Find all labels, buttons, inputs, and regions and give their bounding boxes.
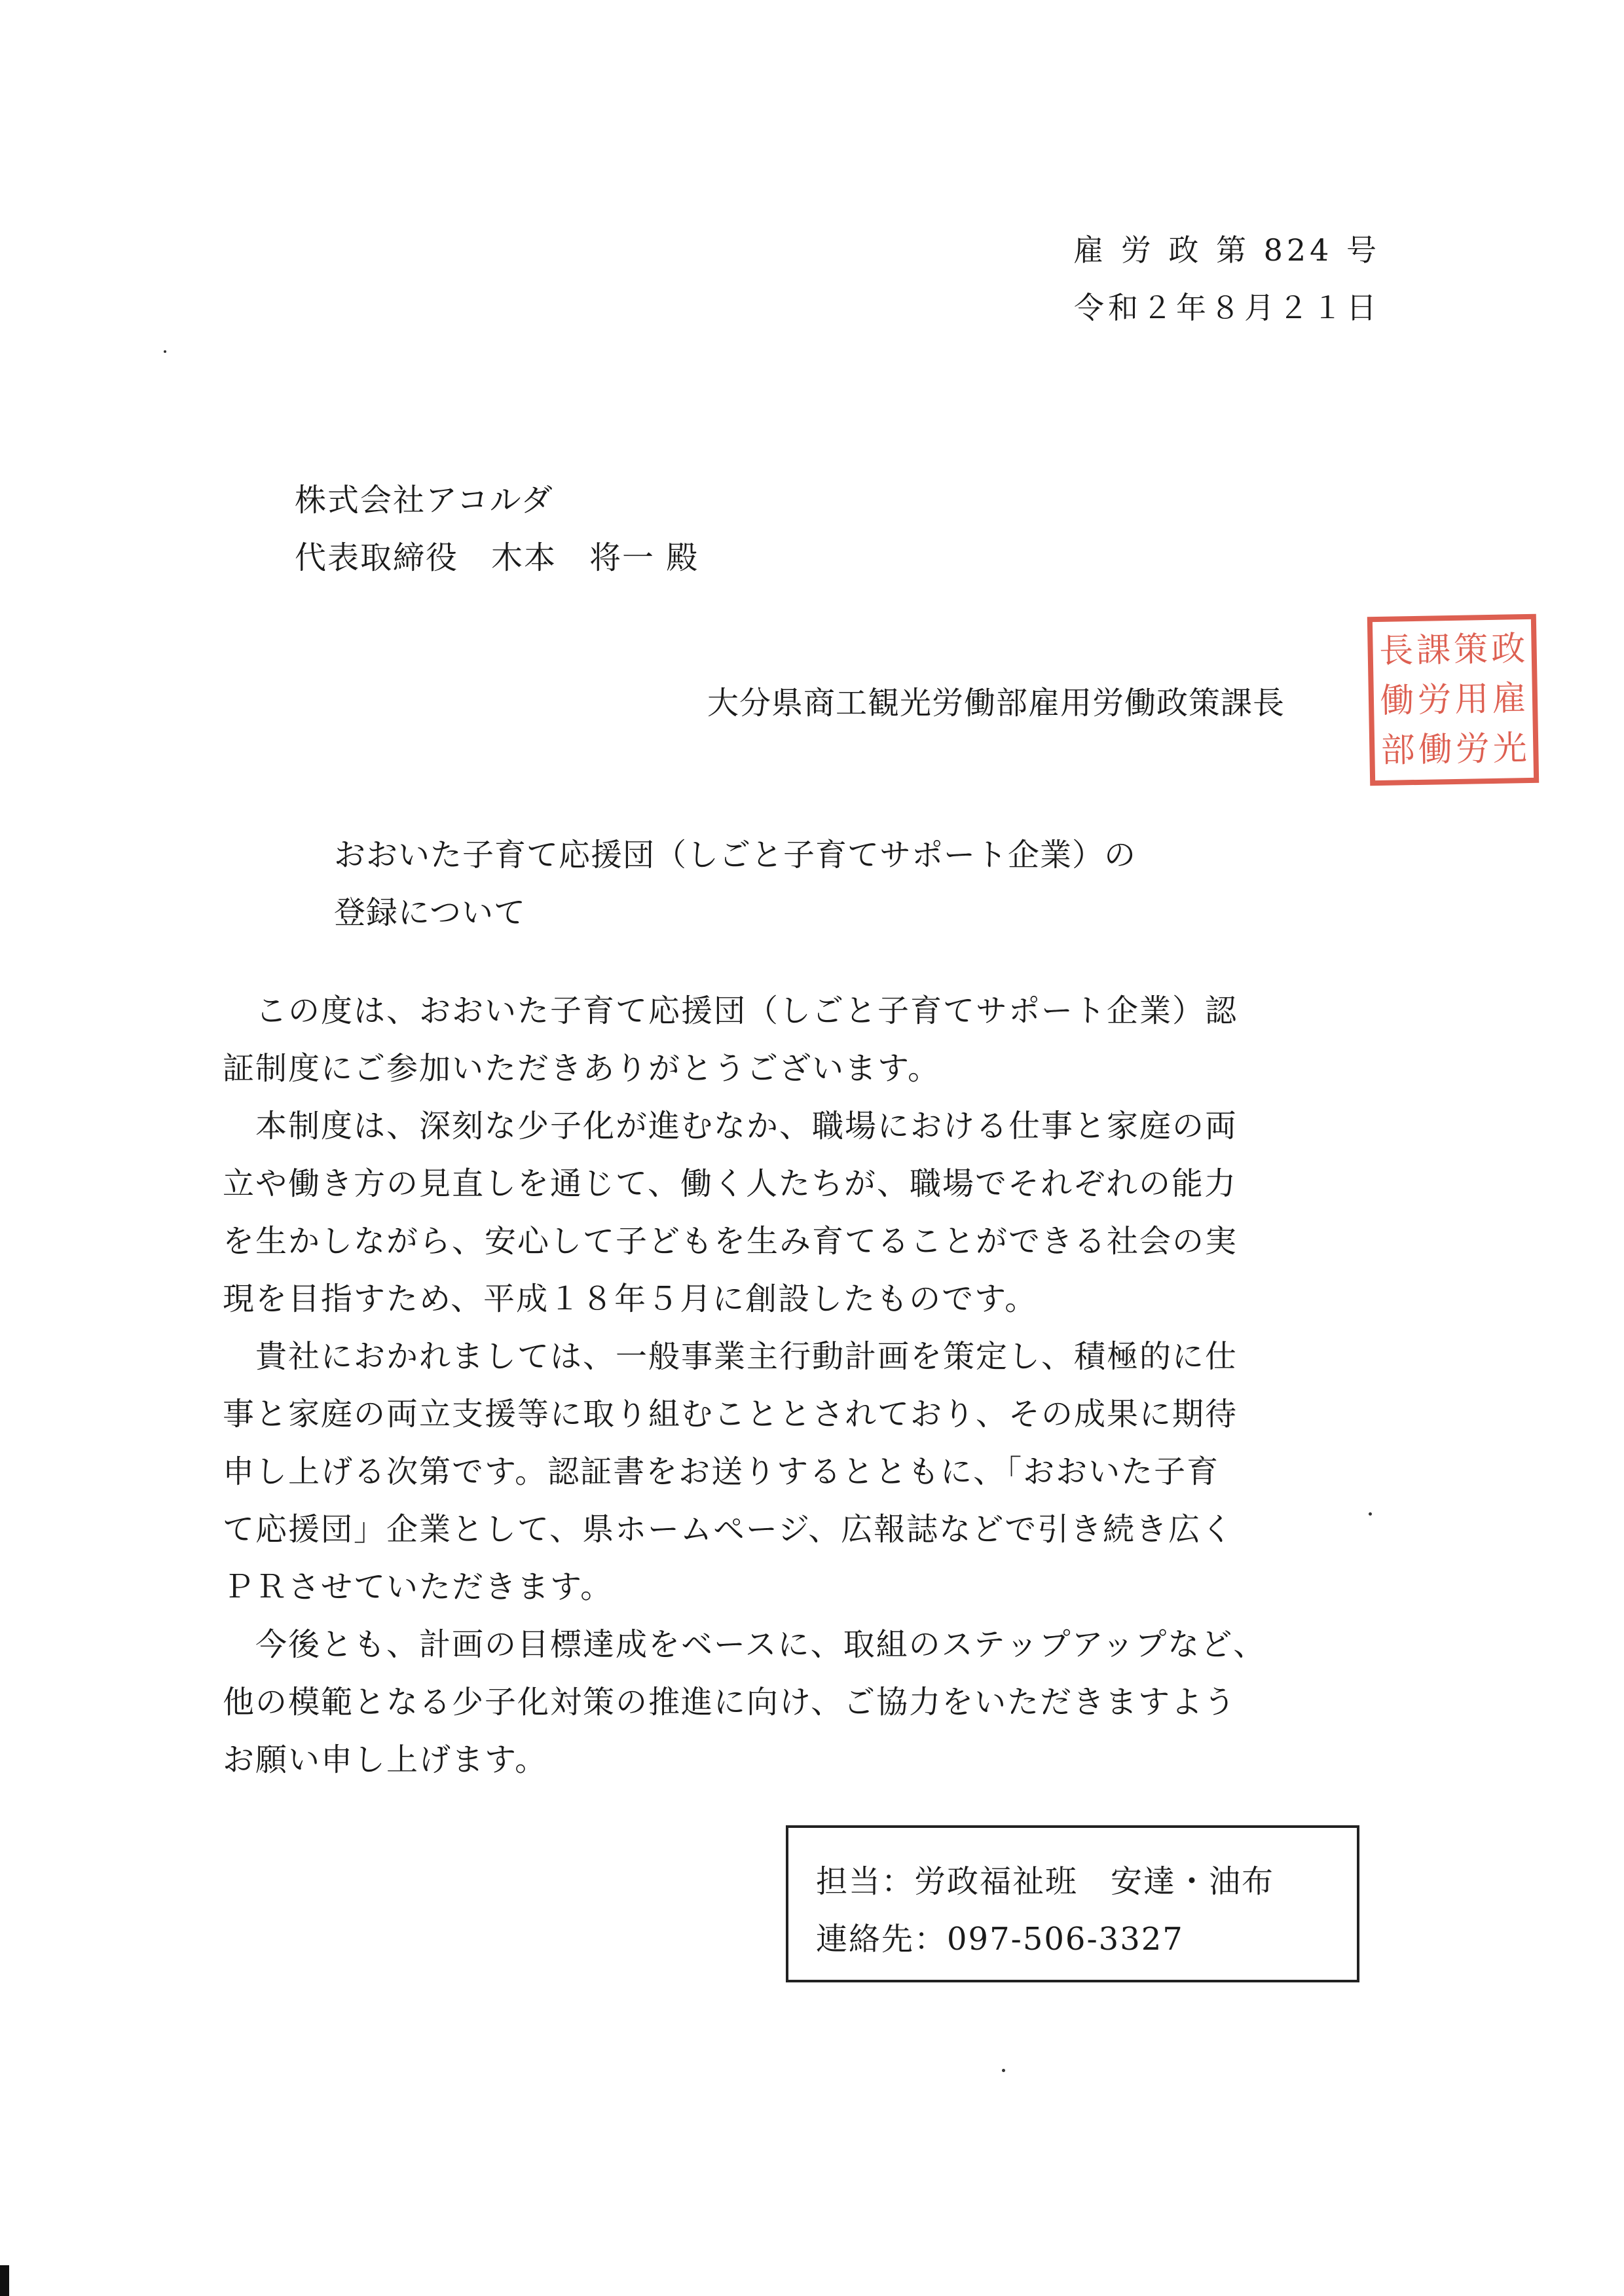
- seal-char: 長: [1378, 631, 1414, 671]
- body-line: 申し上げる次第です。認証書をお送りするとともに、「おおいた子育: [223, 1453, 1220, 1490]
- addressee-representative: 代表取締役 木本 将一 殿: [295, 539, 699, 576]
- body-line: 証制度にご参加いただきありがとうございます。: [223, 1050, 941, 1087]
- scan-speck: [164, 350, 166, 353]
- document-number: 雇 労 政 第 824 号: [1073, 232, 1380, 268]
- contact-phone: 連絡先：097-506-3327: [816, 1921, 1184, 1958]
- seal-char: 労: [1455, 729, 1490, 769]
- body-line: ＰＲさせていただきます。: [223, 1569, 614, 1605]
- body-line: 貴社におかれましては、一般事業主行動計画を策定し、積極的に仕: [223, 1338, 1238, 1375]
- letter-body: [223, 982, 1382, 1789]
- scan-edge-mark: [0, 2265, 9, 2296]
- scan-speck: [1369, 1512, 1372, 1516]
- addressee-block: [295, 471, 699, 587]
- seal-char: 光: [1492, 729, 1528, 769]
- seal-char: 策: [1453, 630, 1488, 670]
- body-line: 本制度は、深刻な少子化が進むなか、職場における仕事と家庭の両: [223, 1108, 1238, 1144]
- scan-speck: [1002, 2069, 1005, 2072]
- sender-name: 大分県商工観光労働部雇用労働政策課長: [707, 685, 1285, 721]
- seal-char: 雇: [1491, 679, 1527, 719]
- contact-person: 担当：労政福祉班 安達・油布: [816, 1863, 1275, 1900]
- body-line: 他の模範となる少子化対策の推進に向け、ご協力をいただきますよう: [223, 1684, 1237, 1721]
- seal-char: 用: [1454, 680, 1490, 720]
- seal-char: 部: [1380, 731, 1416, 771]
- seal-char: 課: [1416, 630, 1451, 670]
- addressee-company: 株式会社アコルダ: [295, 482, 554, 519]
- contact-box: [786, 1825, 1359, 1982]
- body-line: この度は、おおいた子育て応援団（しごと子育てサポート企業）認: [223, 993, 1238, 1029]
- subject-line: 登録について: [334, 894, 526, 931]
- seal-char: 働: [1379, 681, 1415, 721]
- seal-char: 政: [1490, 629, 1526, 669]
- body-line: 事と家庭の両立支援等に取り組むこととされており、その成果に期待: [223, 1396, 1238, 1432]
- letter-subject: [334, 826, 1136, 941]
- body-line: 立や働き方の見直しを通じて、働く人たちが、職場でそれぞれの能力: [223, 1165, 1238, 1202]
- seal-char: 労: [1416, 680, 1452, 720]
- subject-line: おおいた子育て応援団（しごと子育てサポート企業）の: [334, 837, 1137, 873]
- document-date: 令和２年８月２１日: [1074, 290, 1380, 325]
- seal-char: 働: [1418, 730, 1453, 770]
- body-line: 現を目指すため、平成１８年５月に創設したものです。: [223, 1281, 1038, 1317]
- body-line: て応援団」企業として、県ホームページ、広報誌などで引き続き広く: [223, 1511, 1234, 1548]
- body-line: 今後とも、計画の目標達成をベースに、取組のステップアップなど、: [223, 1626, 1266, 1663]
- body-line: お願い申し上げます。: [223, 1741, 548, 1778]
- document-reference: [1073, 221, 1380, 337]
- body-line: を生かしながら、安心して子どもを生み育てることができる社会の実: [223, 1223, 1238, 1260]
- official-seal: [1367, 614, 1539, 786]
